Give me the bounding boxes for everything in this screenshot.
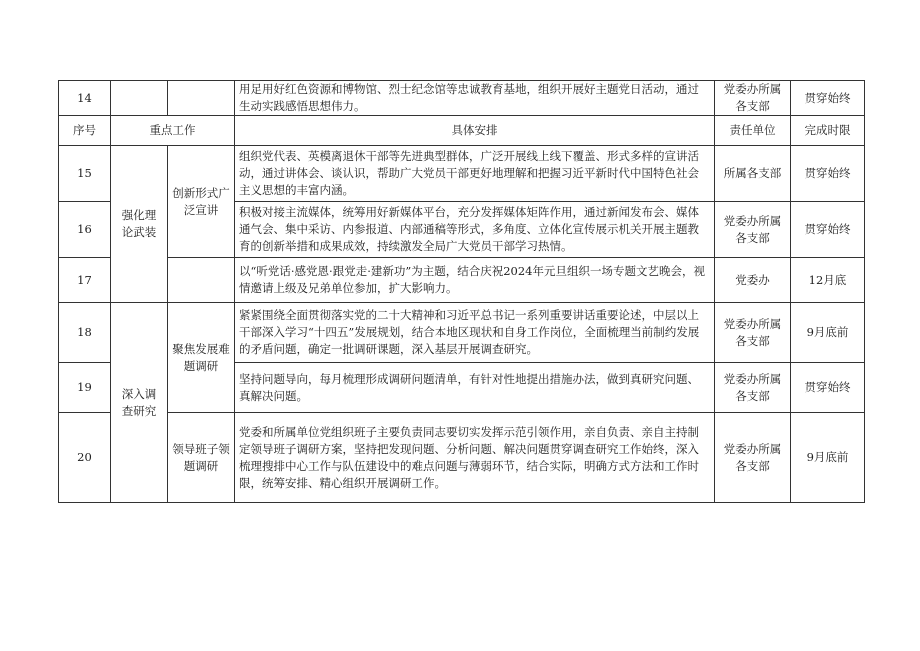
- seq-cell: 17: [59, 258, 111, 303]
- table-row: [59, 81, 865, 116]
- seq-cell: 14: [59, 81, 111, 116]
- subfocus-cell: [168, 258, 235, 303]
- deadline-cell: 贯穿始终: [791, 202, 865, 258]
- table-row: [59, 303, 865, 363]
- deadline-cell: 贯穿始终: [791, 81, 865, 116]
- arrangement-cell: 用足用好红色资源和博物馆、烈士纪念馆等忠诚教育基地，组织开展好主题党日活动，通过生动实践感悟思想伟力。: [235, 81, 715, 116]
- arrangement-cell: 组织党代表、英模离退休干部等先进典型群体，广泛开展线上线下覆盖、形式多样的宣讲活动，通过讲体会、谈认识，帮助广大党员干部更好地理解和把握习近平新时代中国特色社会主义思想的丰富内涵。: [235, 146, 715, 202]
- arrangement-cell: 坚持问题导向，每月梳理形成调研问题清单，有针对性地提出措施办法，做到真研究问题、真解决问题。: [235, 363, 715, 413]
- header-seq: 序号: [59, 116, 111, 146]
- deadline-cell: 9月底前: [791, 413, 865, 503]
- deadline-cell: 12月底: [791, 258, 865, 303]
- subcategory-focus-problems: 聚焦发展难题调研: [168, 303, 235, 413]
- arrangement-cell: 党委和所属单位党组织班子主要负责同志要切实发挥示范引领作用，亲自负责、亲自主持制定领导班子调研方案，坚持把发现问题、分析问题、解决问题贯穿调查研究工作始终，深入梳理搜排中心工作与队伍建设中的难点问题与薄弱环节，结合实际，明确方式方法和工作时限，统筹安排、精心组织开展调研工作。: [235, 413, 715, 503]
- unit-cell: 党委办所属各支部: [715, 363, 791, 413]
- table-row: [59, 146, 865, 202]
- work-plan-table: [58, 80, 865, 503]
- header-deadline: 完成时限: [791, 116, 865, 146]
- seq-cell: 15: [59, 146, 111, 202]
- unit-cell: 党委办所属各支部: [715, 81, 791, 116]
- deadline-cell: 9月底前: [791, 303, 865, 363]
- seq-cell: 16: [59, 202, 111, 258]
- unit-cell: 所属各支部: [715, 146, 791, 202]
- deadline-cell: 贯穿始终: [791, 363, 865, 413]
- unit-cell: 党委办: [715, 258, 791, 303]
- header-unit: 责任单位: [715, 116, 791, 146]
- subcategory-innovate: 创新形式广泛宣讲: [168, 146, 235, 258]
- arrangement-cell: 积极对接主流媒体，统筹用好新媒体平台，充分发挥媒体矩阵作用，通过新闻发布会、媒体通气会、集中采访、内参报道、内部通稿等形式，多角度、立体化宣传展示机关开展主题教育的创新举措和成果成效，持续激发全局广大党员干部学习热情。: [235, 202, 715, 258]
- header-arrangement: 具体安排: [235, 116, 715, 146]
- deadline-cell: 贯穿始终: [791, 146, 865, 202]
- focus-cell: [111, 81, 168, 116]
- header-focus: 重点工作: [111, 116, 235, 146]
- seq-cell: 19: [59, 363, 111, 413]
- seq-cell: 18: [59, 303, 111, 363]
- unit-cell: 党委办所属各支部: [715, 413, 791, 503]
- seq-cell: 20: [59, 413, 111, 503]
- arrangement-cell: 紧紧围绕全面贯彻落实党的二十大精神和习近平总书记一系列重要讲话重要论述，中层以上干部深入学习“十四五”发展规划，结合本地区现状和自身工作岗位，全面梳理当前制约发展的矛盾问题，确定一批调研课题，深入基层开展调查研究。: [235, 303, 715, 363]
- table-row: [59, 413, 865, 503]
- subcategory-leadership: 领导班子领题调研: [168, 413, 235, 503]
- subfocus-cell: [168, 81, 235, 116]
- unit-cell: 党委办所属各支部: [715, 202, 791, 258]
- arrangement-cell: 以“听党话·感党恩·跟党走·建新功”为主题，结合庆祝2024年元旦组织一场专题文艺晚会，视情邀请上级及兄弟单位参加，扩大影响力。: [235, 258, 715, 303]
- table-header-row: [59, 116, 865, 146]
- table-row: [59, 258, 865, 303]
- unit-cell: 党委办所属各支部: [715, 303, 791, 363]
- category-research: 深入调查研究: [111, 303, 168, 503]
- category-theory: 强化理论武装: [111, 146, 168, 303]
